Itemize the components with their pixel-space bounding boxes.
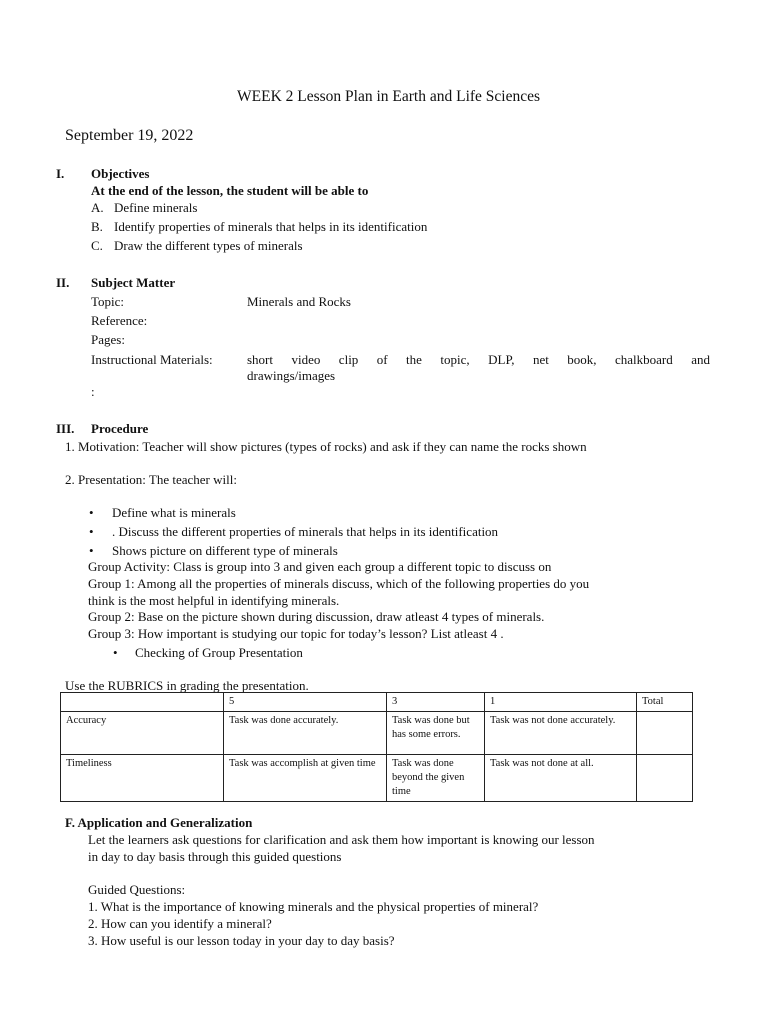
presentation-bullet: . Discuss the different properties of minerals that helps in its identification (112, 524, 499, 539)
motivation-step: 1. Motivation: Teacher will show pictures (types of rocks) and ask if they can name the rocks shown (65, 439, 587, 454)
group1-task: Group 1: Among all the properties of minerals discuss, which of the following properties do you (88, 576, 590, 591)
topic-label: Topic: (91, 294, 125, 309)
group1-task-continued: think is the most helpful in identifying minerals. (88, 593, 340, 608)
presentation-bullet: Shows picture on different type of minerals (112, 543, 338, 558)
bullet-icon: • (89, 505, 94, 520)
table-header-row (61, 693, 693, 712)
objective-item: Define minerals (114, 200, 198, 215)
guided-question: 2. How can you identify a mineral? (88, 916, 272, 931)
score-cell: Task was done but has some errors. (387, 712, 485, 755)
objective-item: Draw the different types of minerals (114, 238, 303, 253)
guided-question: 3. How useful is our lesson today in your day to day basis? (88, 933, 395, 948)
presentation-bullet: Define what is minerals (112, 505, 236, 520)
score-cell: Task was not done accurately. (485, 712, 637, 755)
group3-task: Group 3: How important is studying our topic for today’s lesson? List atleast 4 . (88, 626, 504, 641)
score-cell: Task was accomplish at given time (224, 755, 387, 802)
objective-item: Identify properties of minerals that helps in its identification (114, 219, 428, 234)
bullet-icon: • (89, 524, 94, 539)
criterion-cell: Timeliness (61, 755, 224, 802)
topic-value: Minerals and Rocks (247, 294, 351, 309)
application-text-continued: in day to day basis through this guided questions (88, 849, 342, 864)
guided-question: 1. What is the importance of knowing minerals and the physical properties of mineral? (88, 899, 539, 914)
section-numeral: III. (56, 421, 75, 436)
application-text: Let the learners ask questions for clarification and ask them how important is knowing our lesson (88, 832, 595, 847)
subject-matter-heading: Subject Matter (91, 275, 176, 290)
objectives-intro: At the end of the lesson, the student will be able to (91, 183, 369, 198)
group2-task: Group 2: Base on the picture shown during discussion, draw atleast 4 types of minerals. (88, 609, 545, 624)
objectives-heading: Objectives (91, 166, 150, 181)
rubrics-table (60, 692, 693, 802)
objective-letter: B. (91, 219, 103, 234)
header-cell: 5 (224, 693, 387, 712)
score-cell: Task was done beyond the given time (387, 755, 485, 802)
application-heading: F. Application and Generalization (65, 815, 253, 830)
reference-label: Reference: (91, 313, 148, 328)
header-cell (61, 693, 224, 712)
guided-questions-heading: Guided Questions: (88, 882, 186, 897)
checking-step: Checking of Group Presentation (135, 645, 303, 660)
materials-label: Instructional Materials: (91, 352, 213, 367)
rubrics-intro: Use the RUBRICS in grading the presentation. (65, 678, 309, 693)
score-cell: Task was done accurately. (224, 712, 387, 755)
document-title: WEEK 2 Lesson Plan in Earth and Life Sciences (237, 88, 541, 105)
section-numeral: II. (56, 275, 70, 290)
objective-letter: A. (91, 200, 104, 215)
lesson-date: September 19, 2022 (65, 127, 194, 144)
objective-letter: C. (91, 238, 103, 253)
table-row (61, 755, 693, 802)
materials-value-continued: drawings/images (247, 368, 336, 383)
score-cell: Task was not done at all. (485, 755, 637, 802)
bullet-icon: • (113, 645, 118, 660)
section-numeral: I. (56, 166, 65, 181)
header-cell: 1 (485, 693, 637, 712)
total-cell (637, 712, 693, 755)
group-activity: Group Activity: Class is group into 3 and given each group a different topic to discuss on (88, 559, 552, 574)
total-cell (637, 755, 693, 802)
criterion-cell: Accuracy (61, 712, 224, 755)
table-row (61, 712, 693, 755)
materials-value: short video clip of the topic, DLP, net book, chalkboard and (247, 352, 710, 367)
header-cell: Total (637, 693, 693, 712)
header-cell: 3 (387, 693, 485, 712)
stray-colon: : (91, 384, 95, 399)
presentation-step: 2. Presentation: The teacher will: (65, 472, 237, 487)
bullet-icon: • (89, 543, 94, 558)
procedure-heading: Procedure (91, 421, 149, 436)
pages-label: Pages: (91, 332, 125, 347)
